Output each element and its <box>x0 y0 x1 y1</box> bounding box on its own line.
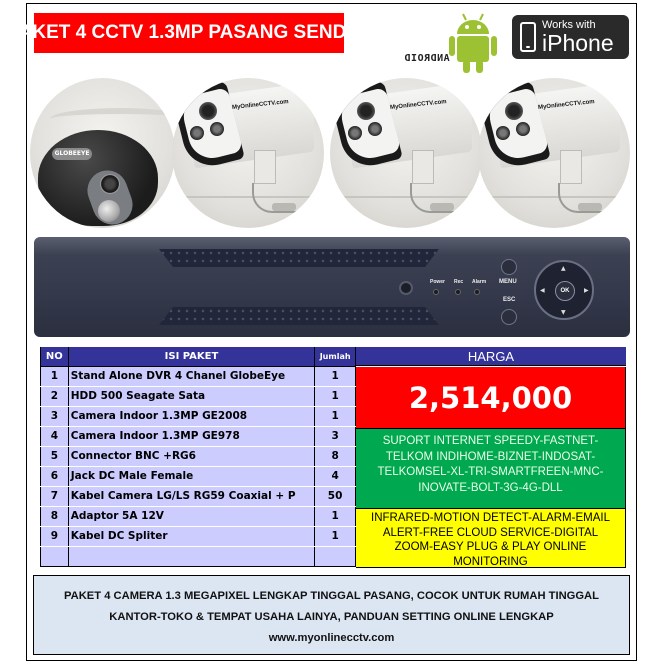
esc-button-icon <box>501 309 517 325</box>
arrow-up-icon: ▲ <box>561 265 566 272</box>
camera-lens-icon <box>100 174 120 194</box>
column-header-item: ISI PAKET <box>68 347 315 366</box>
camera-brand-label: GLOBEEYE <box>52 148 92 160</box>
row-item: Camera Indoor 1.3MP GE2008 <box>68 406 315 426</box>
internet-support-line: INOVATE-BOLT-3G-4G-DLL <box>418 481 563 494</box>
table-row <box>41 526 356 546</box>
alarm-led-label: Alarm <box>472 279 487 285</box>
row-no: 8 <box>41 506 69 526</box>
ir-led-icon <box>190 126 204 140</box>
power-led-icon <box>433 289 439 295</box>
iphone-badge-line1: Works with <box>542 18 596 31</box>
bnc-connector <box>430 203 454 211</box>
row-item: Jack DC Male Female <box>68 466 315 486</box>
camera-cable <box>50 108 175 130</box>
row-item: HDD 500 Seagate Sata <box>68 386 315 406</box>
vent-grill <box>159 307 439 325</box>
alarm-led-icon <box>474 289 480 295</box>
rec-led-label: Rec <box>454 279 464 285</box>
harga-header: HARGA <box>356 347 626 366</box>
row-no: 9 <box>41 526 69 546</box>
camera-lens-icon <box>505 102 523 120</box>
row-qty: 1 <box>315 526 356 546</box>
row-qty: 1 <box>315 366 356 386</box>
rec-led-icon <box>455 289 461 295</box>
ir-led-icon <box>516 122 530 136</box>
footer-line-1: PAKET 4 CAMERA 1.3 MEGAPIXEL LENGKAP TINGGAL PASANG, COCOK UNTUK RUMAH TINGGAL <box>64 590 599 602</box>
ir-receiver-icon <box>399 281 413 295</box>
ir-led-icon <box>98 200 120 222</box>
table-row <box>41 406 356 426</box>
row-no: 5 <box>41 446 69 466</box>
row-item: Kabel Camera LG/LS RG59 Coaxial + P <box>68 486 315 506</box>
row-item: Connector BNC +RG6 <box>68 446 315 466</box>
bullet-camera-image <box>478 78 630 228</box>
column-header-qty: Jumlah <box>315 347 356 366</box>
bullet-camera-image <box>330 78 482 228</box>
table-row <box>41 486 356 506</box>
row-qty: 1 <box>315 506 356 526</box>
row-qty: 3 <box>315 426 356 446</box>
row-item: Adaptor 5A 12V <box>68 506 315 526</box>
camera-mount <box>254 150 276 184</box>
features-box <box>356 508 626 568</box>
table-row <box>41 506 356 526</box>
price-value: 2,514,000 <box>356 367 626 428</box>
features-line: MONITORING <box>453 555 528 568</box>
row-qty: 1 <box>315 386 356 406</box>
features-line: ZOOM-EASY PLUG & PLAY ONLINE <box>394 541 587 553</box>
column-header-no: NO <box>41 347 69 366</box>
dvr-recorder-image <box>34 237 630 337</box>
power-led-label: Power <box>430 279 446 285</box>
menu-label: MENU <box>499 279 517 285</box>
row-no <box>41 546 69 566</box>
camera-brand-label: MyOnlineCCTV.com <box>231 99 289 111</box>
footer-line-2: KANTOR-TOKO & TEMPAT USAHA LAINYA, PANDUAN SETTING ONLINE LENGKAP <box>109 611 554 623</box>
dome-camera-image <box>30 78 175 228</box>
row-qty: 4 <box>315 466 356 486</box>
camera-brand-label: MyOnlineCCTV.com <box>537 99 595 111</box>
table-row <box>41 466 356 486</box>
row-no: 3 <box>41 406 69 426</box>
internet-support-box <box>356 428 626 508</box>
bnc-connector <box>578 203 602 211</box>
esc-label: ESC <box>503 297 516 303</box>
row-no: 6 <box>41 466 69 486</box>
table-row <box>41 426 356 446</box>
bnc-connector <box>272 203 296 211</box>
table-row <box>41 366 356 386</box>
footer-website-link[interactable]: www.myonlinecctv.com <box>268 632 395 644</box>
arrow-left-icon: ◀ <box>540 287 545 294</box>
ir-led-icon <box>496 126 510 140</box>
features-line: ALERT-FREE CLOUD SERVICE-DIGITAL <box>382 526 599 539</box>
android-robot-icon <box>448 10 498 74</box>
arrow-right-icon: ▶ <box>584 287 589 294</box>
android-wordmark: ANDROID <box>404 53 450 64</box>
dpad-icon <box>534 260 594 320</box>
vent-grill <box>159 249 439 267</box>
camera-mount <box>560 150 582 184</box>
works-with-iphone-badge <box>512 15 629 59</box>
row-qty: 50 <box>315 486 356 506</box>
table-header-row <box>41 347 356 366</box>
table-row-empty <box>41 546 356 566</box>
footer-description <box>33 575 630 655</box>
row-no: 1 <box>41 366 69 386</box>
row-item: Kabel DC Spliter <box>68 526 315 546</box>
camera-lens-icon <box>357 102 375 120</box>
camera-brand-label: MyOnlineCCTV.com <box>389 99 447 111</box>
ok-button-icon: OK <box>555 281 575 301</box>
row-item: Camera Indoor 1.3MP GE978 <box>68 426 315 446</box>
table-row <box>41 446 356 466</box>
row-no: 4 <box>41 426 69 446</box>
internet-support-line: TELKOM INDIHOME-BIZNET-INDOSAT- <box>385 450 596 463</box>
row-no: 2 <box>41 386 69 406</box>
menu-button-icon <box>501 259 517 275</box>
row-no: 7 <box>41 486 69 506</box>
iphone-icon <box>520 22 536 52</box>
camera-mount <box>412 150 434 184</box>
page-title: PAKET 4 CCTV 1.3MP PASANG SENDIRI <box>34 13 344 53</box>
ir-led-icon <box>368 122 382 136</box>
row-qty <box>315 546 356 566</box>
iphone-badge-line2: iPhone <box>542 29 614 56</box>
camera-lens-icon <box>199 102 217 120</box>
internet-support-line: TELKOMSEL-XL-TRI-SMARTFREEN-MNC- <box>377 466 604 478</box>
ir-led-icon <box>210 122 224 136</box>
table-row <box>41 386 356 406</box>
internet-support-line: SUPORT INTERNET SPEEDY-FASTNET- <box>382 435 599 447</box>
bullet-camera-image <box>172 78 324 228</box>
arrow-down-icon: ▼ <box>561 309 566 316</box>
row-qty: 1 <box>315 406 356 426</box>
features-line: INFRARED-MOTION DETECT-ALARM-EMAIL <box>371 512 610 524</box>
row-item: Stand Alone DVR 4 Chanel GlobeEye <box>68 366 315 386</box>
package-contents-table <box>40 347 356 567</box>
row-item <box>68 546 315 566</box>
row-qty: 8 <box>315 446 356 466</box>
ir-led-icon <box>348 126 362 140</box>
